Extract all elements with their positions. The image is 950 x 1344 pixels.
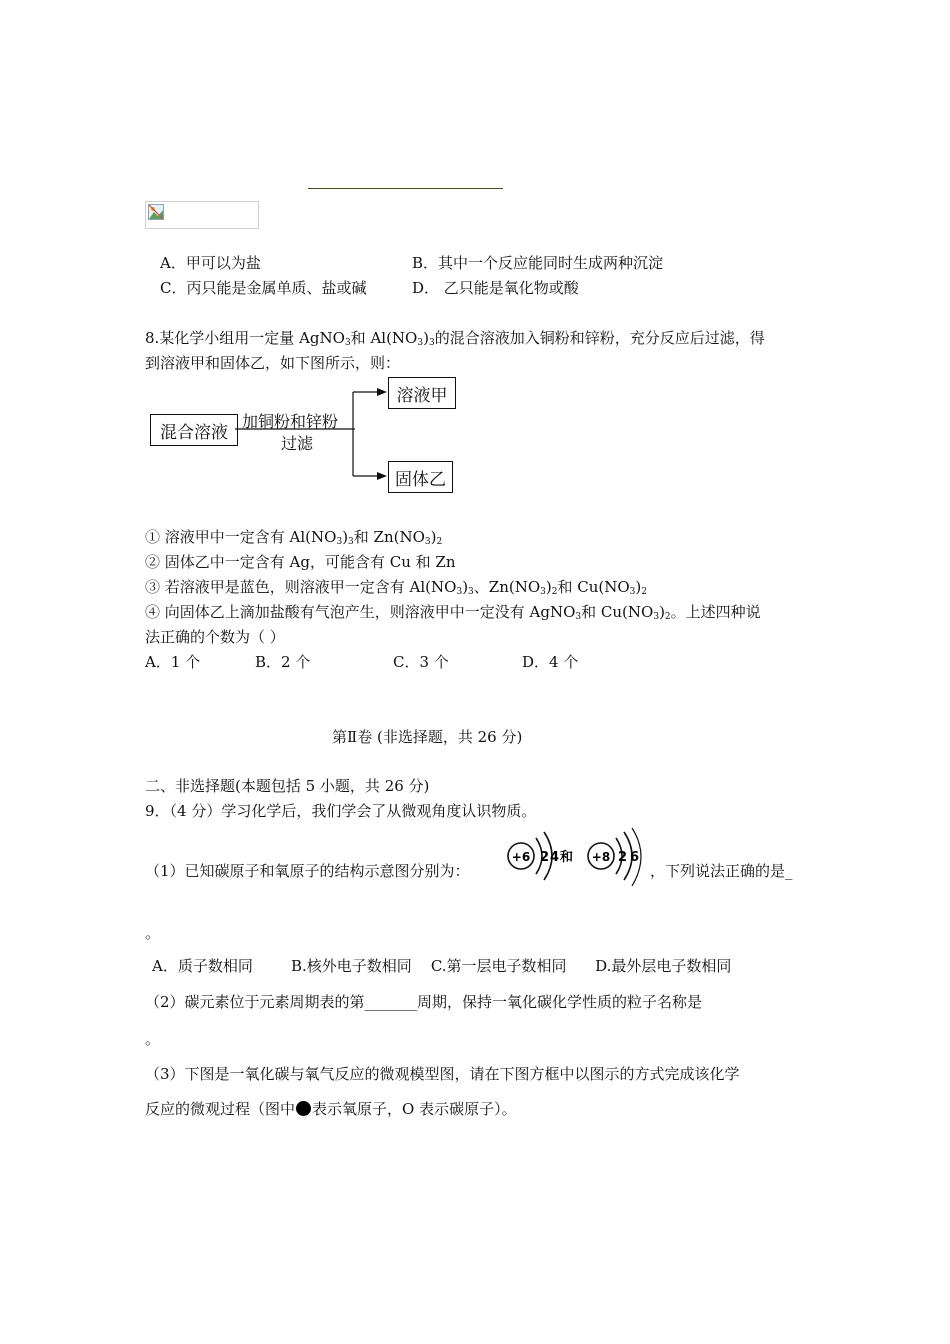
q8-option-c: C．3 个 [393,653,449,671]
q9-1-prompt: （1）已知碳原子和氧原子的结构示意图分别为： [145,862,470,880]
atom-c-nucleus: +6 [511,850,531,864]
q7-option-a: A．甲可以为盐 [160,254,261,272]
q8-option-d: D．4 个 [522,653,579,671]
flow-out-top: 溶液甲 [388,377,456,409]
q9-2-text: （2）碳元素位于元素周期表的第_______周期，保持一氧化碳化学性质的粒子名称是 [145,993,703,1011]
q8-stem-line1: 8.某化学小组用一定量 AgNO$_3$和 $Al(NO_3)_3$的混合溶液加入铜粉和锌粉，充分反应后过滤，得 [145,329,765,348]
oxygen-atom-symbol-icon [296,1101,311,1116]
atom-o-shell1: 2 [618,850,628,865]
atom-c-shell1: 2 [540,850,550,865]
q8-option-b: B．2 个 [255,653,311,671]
flow-op-top: 加铜粉和锌粉 [242,412,339,431]
q9-1-tail: ，下列说法正确的是_ [650,862,793,880]
flow-op-bottom: 过滤 [281,434,314,453]
q8-statement-1: ① 溶液甲中一定含有 $Al(NO_3)_3$和 $Zn(NO_3)_2$ [145,528,443,547]
atom-structure-diagrams [500,826,650,890]
q7-option-b: B．其中一个反应能同时生成两种沉淀 [412,254,664,272]
q8-option-a: A．1 个 [145,653,201,671]
flow-out-bottom: 固体乙 [388,461,453,493]
q9-3-line2: 反应的微观过程（图中 表示氧原子，O 表示碳原子）。 [145,1100,517,1118]
atom-o-shell2: 6 [630,850,640,865]
atom-o-nucleus: +8 [591,850,611,864]
q8-statement-4: ④ 向固体乙上滴加盐酸有气泡产生，则溶液甲中一定没有 AgNO$_3$和 $Cu(NO_3)_2$。上述四种说 [145,603,761,622]
q9-2-period: 。 [145,1030,161,1048]
q8-question-line: 法正确的个数为（ ） [145,628,285,646]
q7-option-c: C．丙只能是金属单质、盐或碱 [160,279,367,297]
q7-option-d: D． 乙只能是氧化物或酸 [412,279,579,297]
broken-image-icon [148,204,164,220]
q9-stem: 9．（4 分）学习化学后，我们学会了从微观角度认识物质。 [145,802,537,820]
q8-stem-line2: 到溶液甲和固体乙，如下图所示，则： [145,354,401,372]
flow-start-box: 混合溶液 [150,414,238,446]
q9-1-options: A．质子数相同 B.核外电子数相同 C.第一层电子数相同 D.最外层电子数相同 [152,957,732,975]
atom-and: 和 [560,850,574,865]
q8-statement-2: ② 固体乙中一定含有 Ag，可能含有 Cu 和 Zn [145,553,456,571]
missing-figure [145,201,259,229]
part2-title: 第Ⅱ卷 (非选择题，共 26 分) [332,728,523,746]
header-rule [308,188,503,189]
atom-c-shell2: 4 [550,850,560,865]
q8-statement-3: ③ 若溶液甲是蓝色，则溶液甲一定含有 $Al(NO_3)_3$、$Zn(NO_3)_2$和 $Cu(NO_3)_2$ [145,578,647,597]
q9-1-period: 。 [145,924,161,942]
q9-3-line1: （3）下图是一氧化碳与氧气反应的微观模型图，请在下图方框中以图示的方式完成该化学 [145,1065,740,1083]
part2-section-heading: 二、非选择题(本题包括 5 小题，共 26 分) [145,777,430,795]
